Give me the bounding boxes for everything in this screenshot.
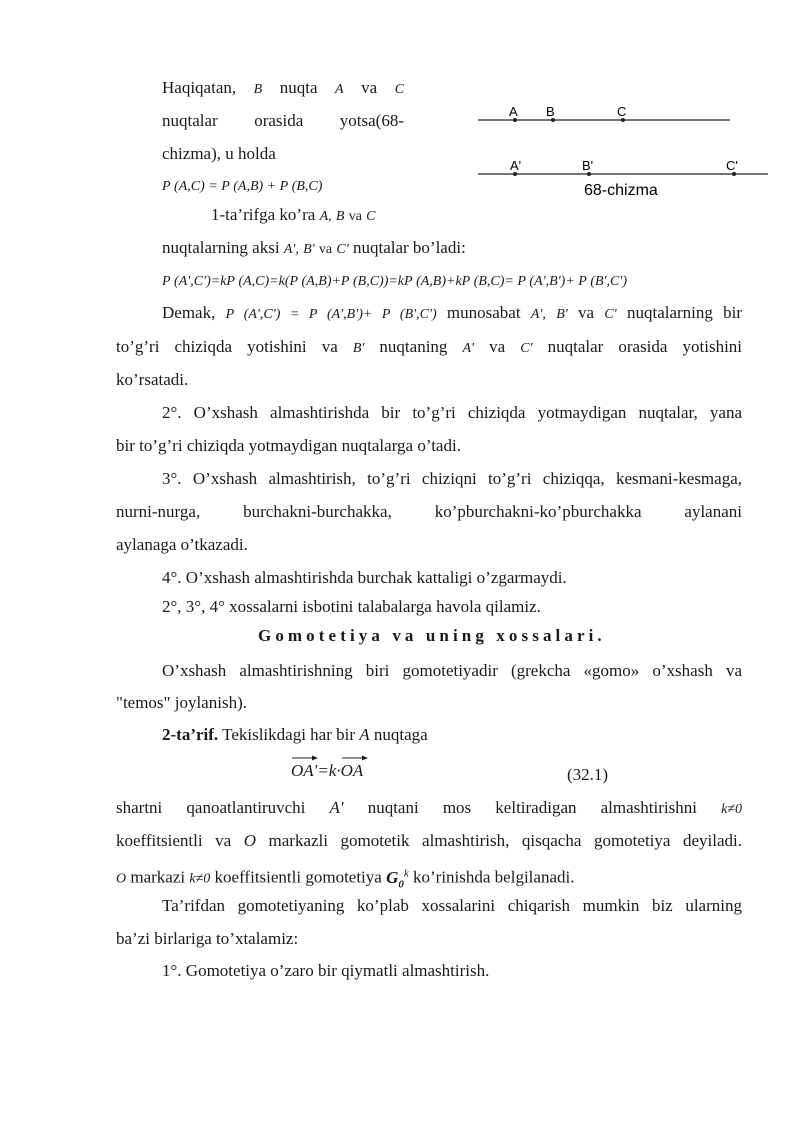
p6-line: 4°. O’xshash almashtirishda burchak kattaligi o’zgarmaydi. — [162, 568, 567, 587]
text: nuqtalarning aksi — [162, 238, 280, 257]
p9-line2 — [116, 830, 742, 852]
p3-line1 — [162, 302, 742, 326]
label-b-prime: B' — [582, 158, 594, 173]
point-label: A — [335, 82, 344, 97]
p10-line2: ba’zi birlariga to’xtalamiz: — [116, 929, 299, 948]
text: va — [318, 242, 333, 257]
text: koeffitsientli gomotetiya — [214, 867, 382, 887]
formula: Ρ (A',C') = Ρ (A',B')+ Ρ (B',C') — [225, 307, 437, 322]
subscript: 0 — [398, 878, 404, 891]
p2-line1 — [162, 237, 466, 261]
p5-line3: aylanaga o’tkazadi. — [116, 535, 248, 554]
superscript: k — [403, 867, 409, 879]
point-label: O — [116, 871, 127, 887]
p1-line1 — [162, 77, 404, 101]
p8-line2: "temos" joylanish). — [116, 693, 247, 712]
vector-oa — [341, 760, 364, 782]
section-heading: Gomotetiya va uning xossalari. — [258, 626, 606, 645]
text: to’g’ri chiziqda yotishini va — [116, 337, 338, 356]
p8-line1: O’xshash almashtirishning biri gomotetiyadir (grekcha «gomo» o’xshash va — [162, 661, 742, 680]
text: va — [361, 78, 378, 97]
text: shartni qanoatlantiruvchi — [116, 798, 306, 817]
text: Haqiqatan, — [162, 78, 237, 97]
coefficient: k≠0 — [189, 871, 211, 887]
text: markazi — [130, 867, 186, 887]
p3-line3: ko’rsatadi. — [116, 370, 189, 389]
p1-line2 — [162, 110, 404, 132]
point-label: C' — [336, 242, 349, 257]
point-label: A' — [329, 798, 344, 817]
p1-formula: Ρ (A,C) = Ρ (A,B) + Ρ (B,C) — [162, 179, 323, 194]
text: ' — [313, 761, 318, 780]
point-label: C — [394, 82, 405, 97]
p11-line: 1°. Gomotetiya o’zaro bir qiymatli almashtirish. — [162, 961, 490, 980]
point-label: C' — [520, 341, 533, 356]
text: orasida — [254, 111, 304, 130]
text: =k· — [317, 761, 341, 780]
p3-line2 — [116, 336, 742, 360]
point-label: A', — [530, 307, 546, 322]
point-label: A — [359, 725, 370, 744]
text: G — [386, 867, 399, 887]
text: Demak, — [162, 303, 216, 322]
label-a-prime: A' — [510, 158, 522, 173]
label-c: C — [617, 104, 627, 119]
text: nuqtalar — [162, 111, 218, 130]
text: nuqtalarning bir — [626, 303, 743, 322]
p2-formula: Ρ (A',C')=kΡ (A,C)=k(Ρ (A,B)+Ρ (B,C))=kΡ (A,B)+kΡ (B,C)= Ρ (A',B')+ Ρ (B',C') — [162, 274, 628, 289]
p4-line1: 2°. O’xshash almashtirishda bir to’g’ri chiziqda yotmaydigan nuqtalar, yana — [162, 403, 742, 422]
text: nuqtalar orasida yotishini — [547, 337, 743, 356]
definition-label: 2-ta’rif. — [162, 725, 219, 744]
equation-32-1 — [291, 760, 363, 782]
text: va — [489, 337, 506, 356]
text: OA — [340, 761, 364, 780]
label-a: A — [509, 104, 518, 119]
coefficient: k≠0 — [721, 802, 742, 817]
p5-line1: 3°. O’xshash almashtirish, to’g’ri chiziqni to’g’ri chiziqqa, kesmani-kesmaga, — [162, 469, 742, 488]
point-label: C' — [604, 307, 617, 322]
gomotetiya-symbol — [386, 867, 409, 891]
point-label: A' — [462, 341, 475, 356]
point-label: A, — [319, 209, 332, 224]
point-label: B' — [303, 242, 315, 257]
p10-line1: Ta’rifdan gomotetiyaning ko’plab xossalarini chiqarish mumkin biz ularning — [162, 896, 742, 915]
text: munosabat — [446, 303, 521, 322]
text: ko’rinishda belgilanadi. — [413, 867, 575, 887]
point-label: B — [335, 209, 345, 224]
figure-68 — [470, 98, 770, 208]
vector-oa-prime — [291, 760, 314, 782]
text: va — [348, 209, 362, 224]
p1-line5 — [211, 204, 376, 228]
point-label: A', — [283, 242, 299, 257]
p9-line3 — [116, 862, 574, 895]
p1-line3: chizma), u holda — [162, 144, 276, 163]
point-label: O — [243, 831, 256, 850]
figure-caption: 68-chizma — [584, 182, 658, 199]
text: va — [578, 303, 595, 322]
point-label: B' — [352, 341, 365, 356]
text: koeffitsientli va — [116, 831, 232, 850]
definition-line — [162, 724, 428, 746]
text: Tekislikdagi har bir — [222, 725, 356, 744]
text: 1-ta’rifga ko’ra — [211, 205, 316, 224]
p9-line1 — [116, 797, 742, 821]
label-b: B — [546, 104, 555, 119]
point-label: B' — [556, 307, 568, 322]
p4-line2: bir to’g’ri chiziqda yotmaydigan nuqtalarga o’tadi. — [116, 436, 461, 455]
p7-line: 2°, 3°, 4° xossalarni isbotini talabalarga havola qilamiz. — [162, 597, 541, 616]
text: nuqtaning — [379, 337, 448, 356]
text: nuqtani mos keltiradigan almashtirishni — [367, 798, 697, 817]
text: nuqta — [279, 78, 318, 97]
label-c-prime: C' — [726, 158, 738, 173]
text: nuqtalar bo’ladi: — [352, 238, 466, 257]
point-label: B — [253, 82, 263, 97]
equation-number: (32.1) — [567, 765, 609, 784]
text: nuqtaga — [373, 725, 428, 744]
vector-arrow-icon — [341, 754, 369, 762]
vector-arrow-icon — [291, 754, 319, 762]
text: yotsa(68- — [339, 111, 405, 130]
text: OA — [291, 761, 314, 780]
point-label: C — [366, 209, 376, 224]
text: markazli gomotetik almashtirish, qisqacha gomotetiya deyiladi. — [268, 831, 742, 850]
p5-line2: nurni-nurga, burchakni-burchakka, ko’pburchakni-ko’pburchakka aylanani — [116, 502, 742, 521]
